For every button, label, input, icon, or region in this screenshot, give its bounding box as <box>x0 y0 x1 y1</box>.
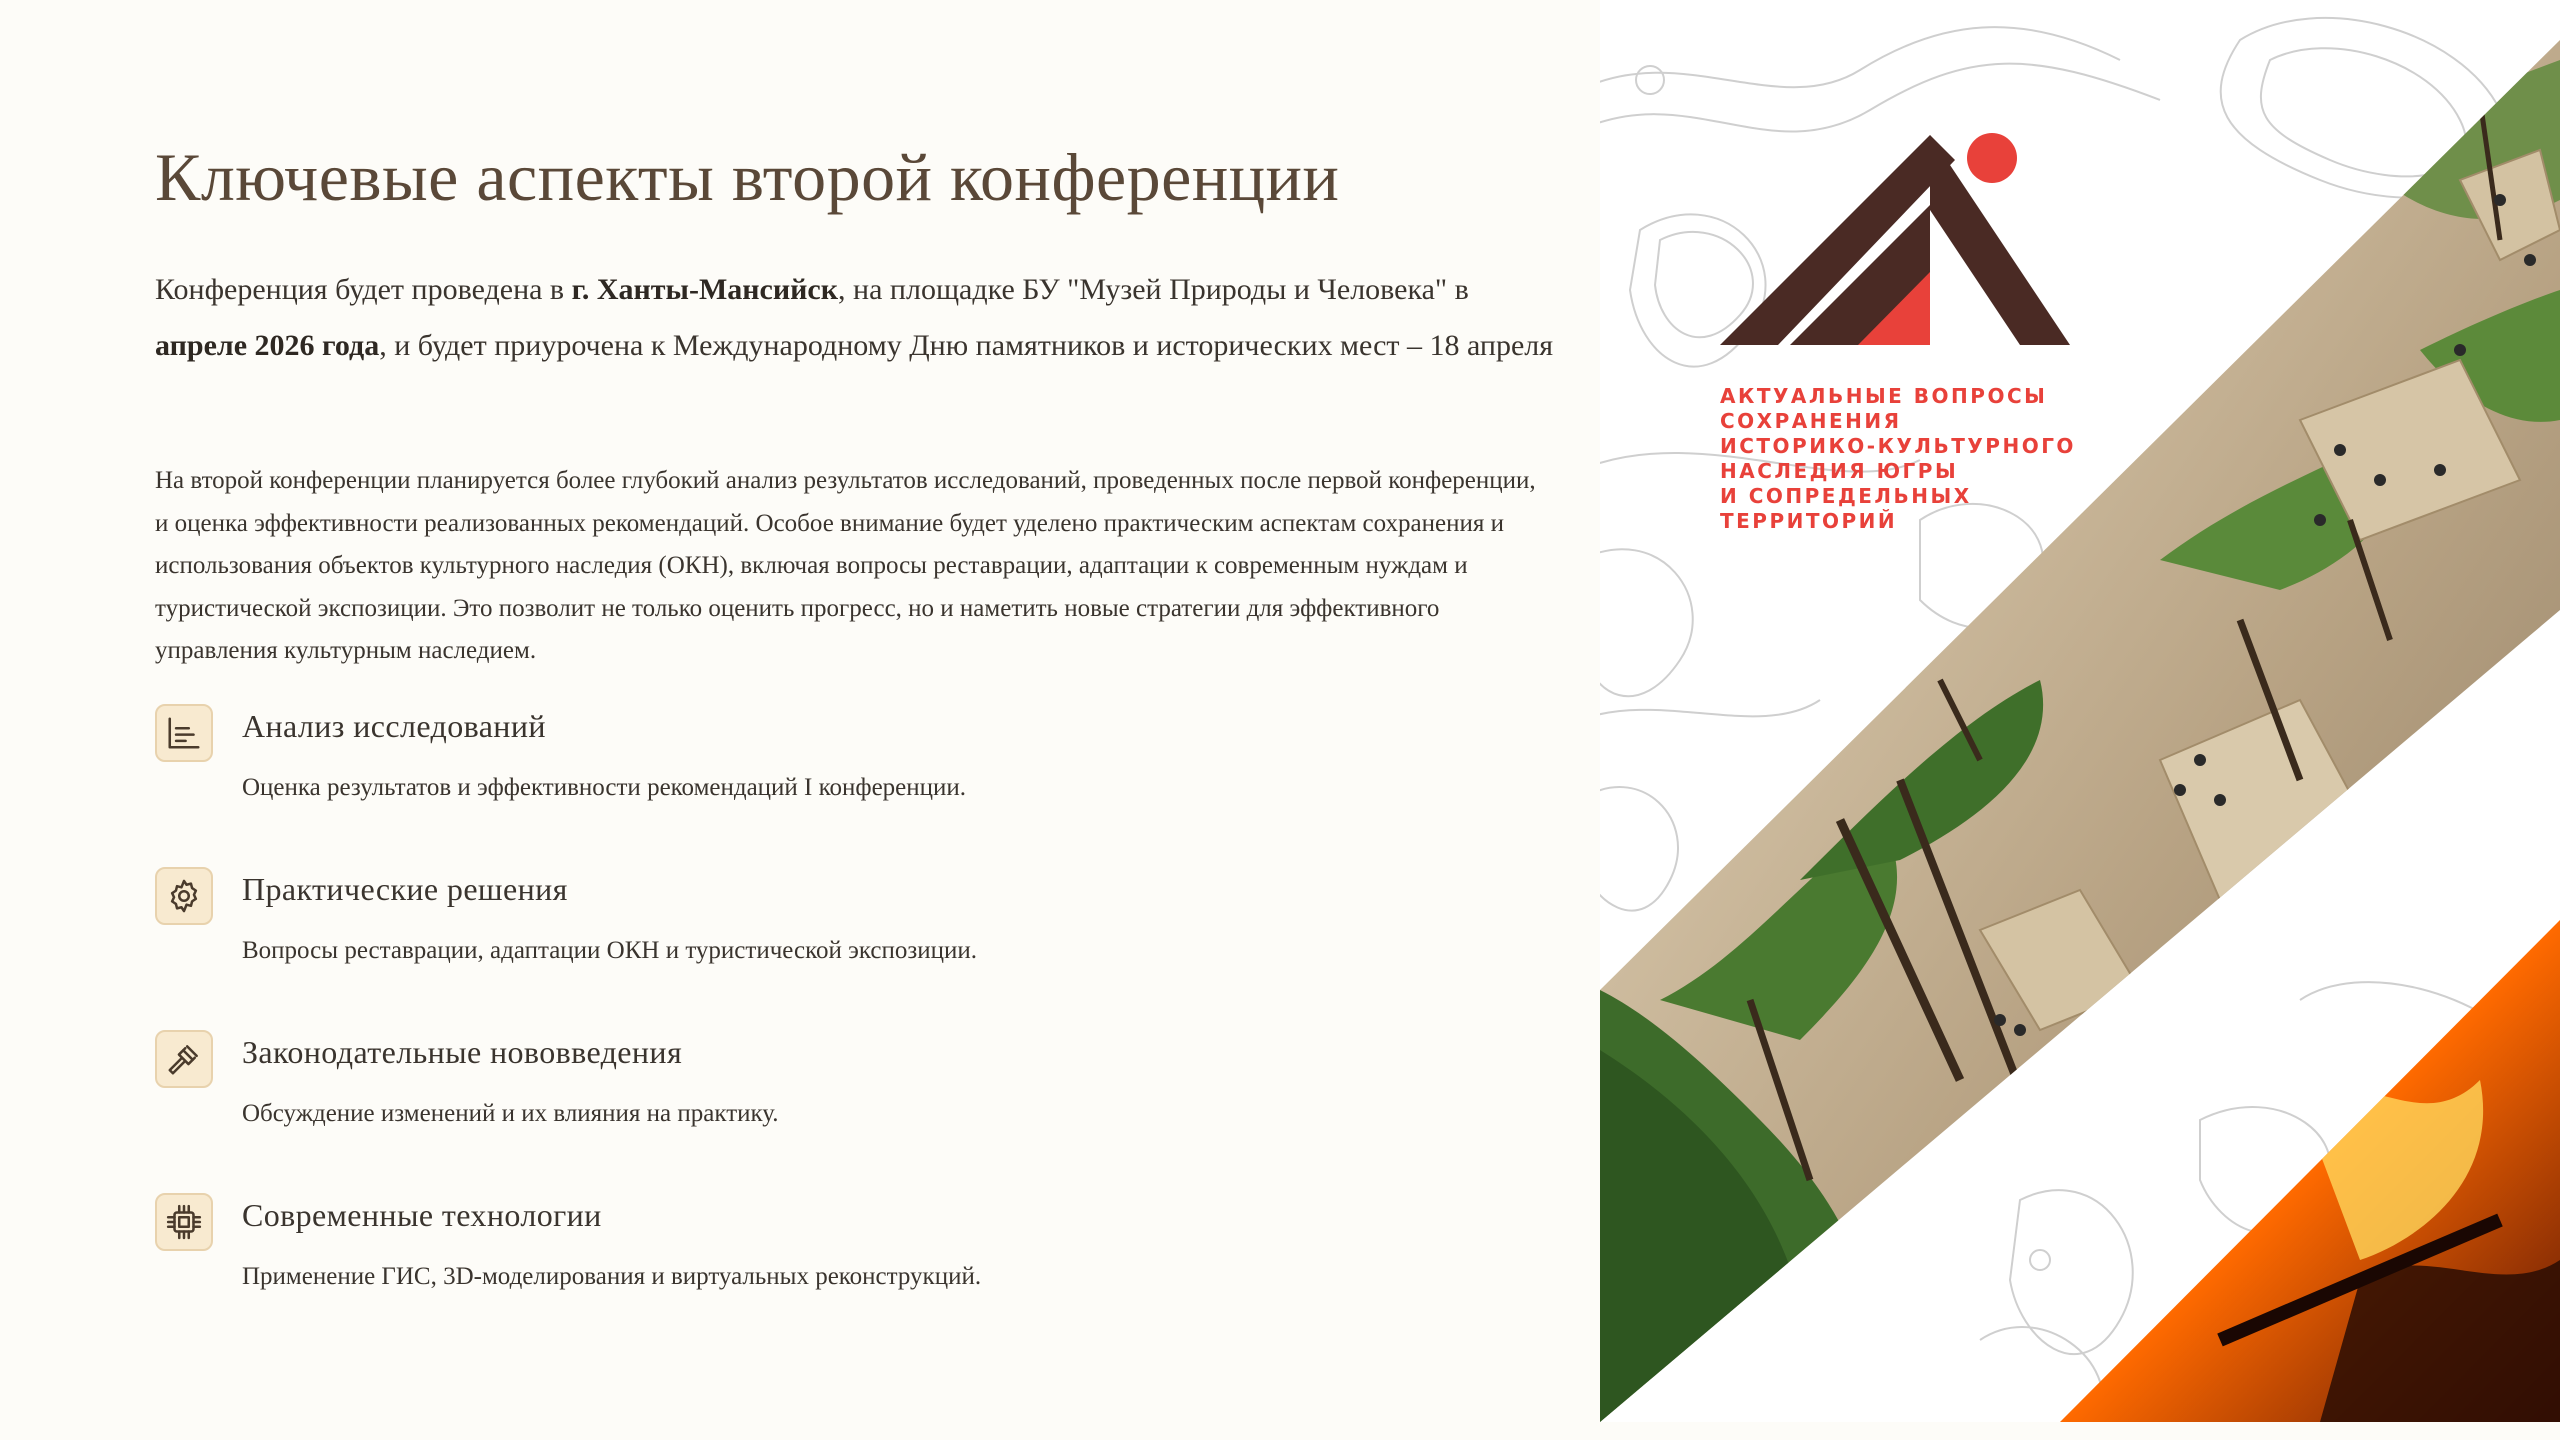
feature-description: Обсуждение изменений и их влияния на практику. <box>242 1100 779 1127</box>
feature-description: Оценка результатов и эффективности рекомендаций I конференции. <box>242 774 967 801</box>
lead-paragraph <box>155 262 1555 374</box>
feature-title: Современные технологии <box>242 1197 602 1233</box>
poster-bottom-margin <box>1600 1422 2560 1440</box>
feature-item <box>155 1189 1555 1309</box>
conference-logo <box>1720 133 2070 345</box>
logo-line: И СОПРЕДЕЛЬНЫХ <box>1720 484 1972 508</box>
logo-line: ИСТОРИКО-КУЛЬТУРНОГО <box>1720 434 2076 458</box>
logo-line: АКТУАЛЬНЫЕ ВОПРОСЫ <box>1720 384 2048 408</box>
logo-line: НАСЛЕДИЯ ЮГРЫ <box>1720 459 1959 483</box>
feature-description: Вопросы реставрации, адаптации ОКН и туристической экспозиции. <box>242 937 977 964</box>
lead-date: апреле 2026 года <box>155 329 380 362</box>
poster-artwork <box>1600 0 2560 1422</box>
lead-city: г. Ханты-Мансийск <box>571 273 839 306</box>
lead-text-2: , на площадке БУ "Музей Природы и Человека" в <box>838 273 1469 306</box>
lead-text-3: , и будет приурочена к Международному Дню памятников и исторических мест – 18 апреля <box>379 329 1554 362</box>
gear-icon <box>155 867 213 925</box>
logo-line: ТЕРРИТОРИЙ <box>1720 509 1898 533</box>
feature-item <box>155 863 1555 983</box>
body-paragraph: На второй конференции планируется более глубокий анализ результатов исследований, проведенных после первой конференции, и оценка эффективности реализованных рекомендаций. Особое внимание будет уделено практическим аспектам сохранения и использования объектов культурного наследия (ОКН), включая вопросы реставрации, адаптации к современным нуждам и туристической экспозиции. Это позволит не только оценить прогресс, но и наметить новые стратегии для эффективного управления культурным наследием. <box>155 467 1536 664</box>
gavel-icon <box>155 1030 213 1088</box>
logo-line: СОХРАНЕНИЯ <box>1720 409 1902 433</box>
feature-title: Анализ исследований <box>242 708 546 744</box>
chart-icon <box>155 704 213 762</box>
lead-text-1: Конференция будет проведена в <box>155 273 572 306</box>
chip-icon <box>155 1193 213 1251</box>
feature-title: Законодательные нововведения <box>242 1034 683 1070</box>
logo-caption <box>1720 384 2076 534</box>
feature-description: Применение ГИС, 3D-моделирования и виртуальных реконструкций. <box>242 1263 982 1290</box>
feature-title: Практические решения <box>242 871 568 907</box>
feature-item <box>155 700 1555 820</box>
feature-item <box>155 1026 1555 1146</box>
page-title: Ключевые аспекты второй конференции <box>155 139 1340 215</box>
conference-poster <box>1600 0 2560 1422</box>
